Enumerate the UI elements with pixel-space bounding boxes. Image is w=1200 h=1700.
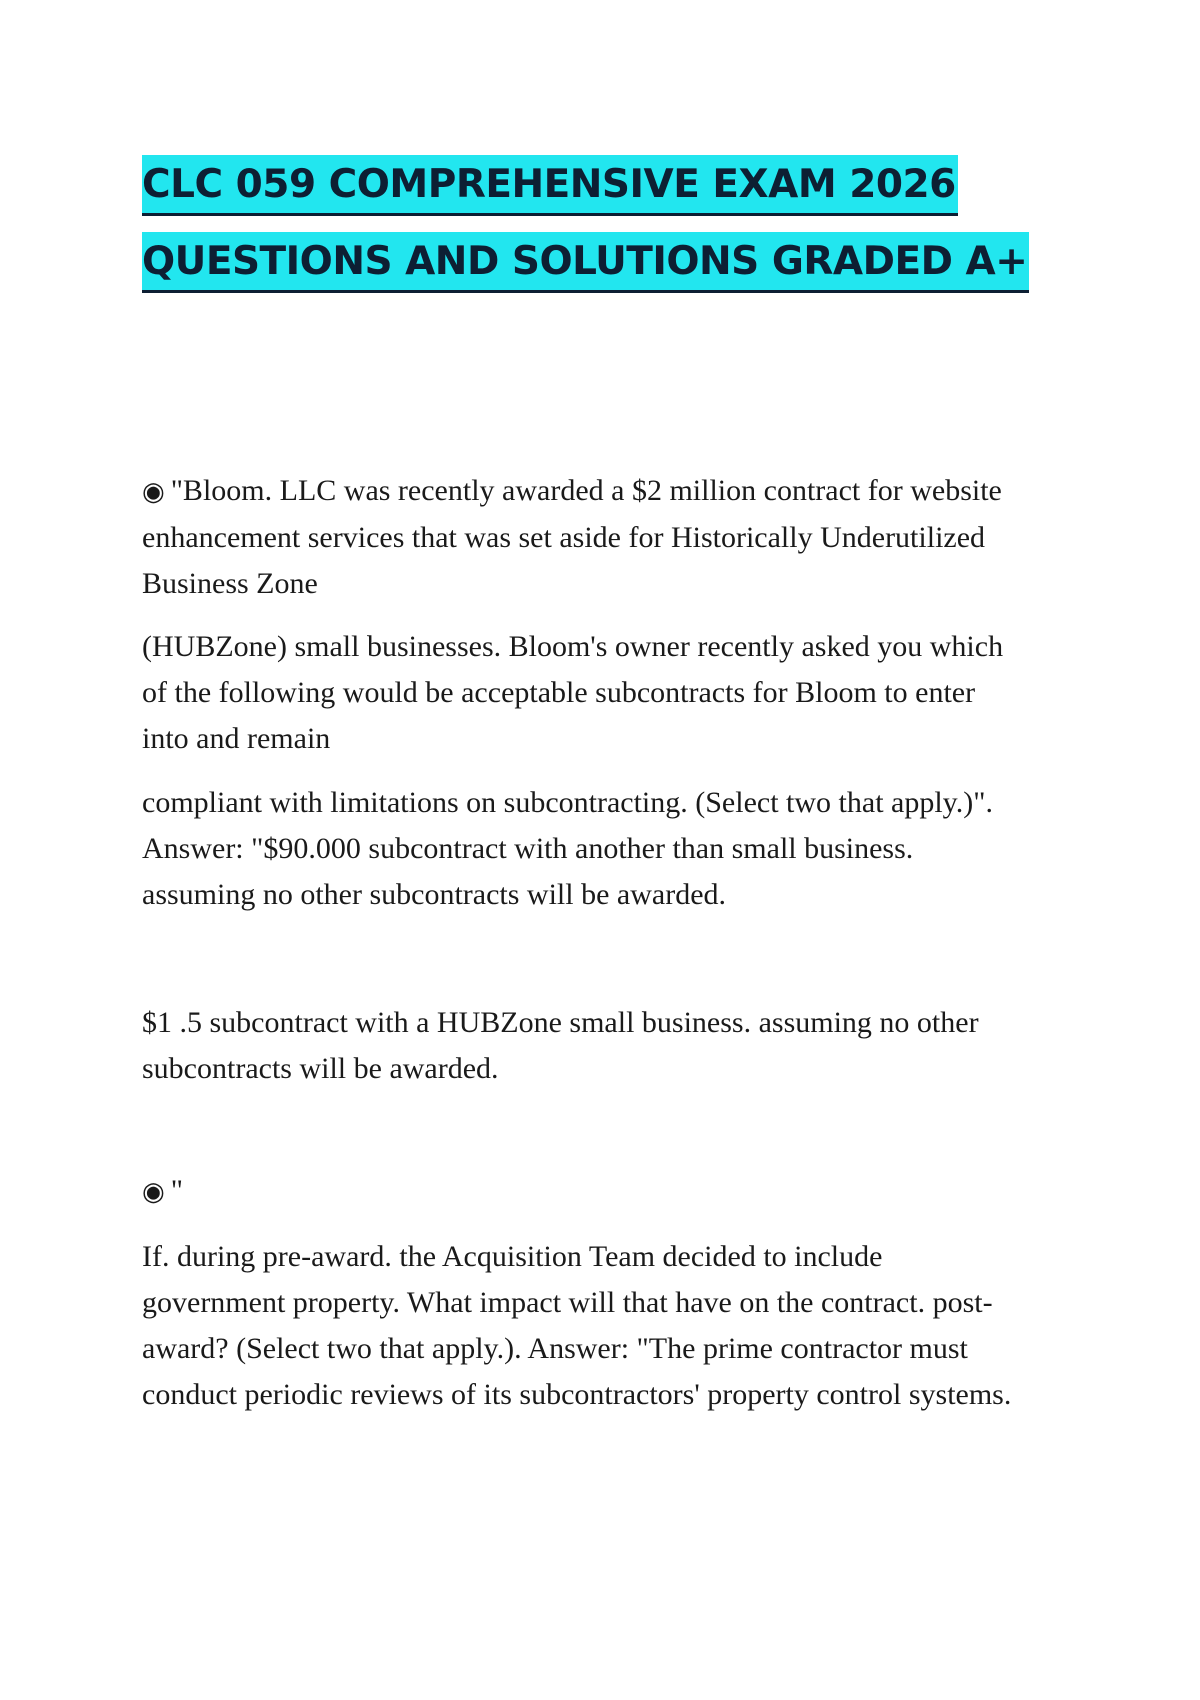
text-line: into and remain — [142, 722, 331, 755]
text-line: award? (Select two that apply.). Answer: "The prime contractor must — [142, 1332, 968, 1365]
bullet-icon: ◉ — [142, 1177, 165, 1207]
question-1-paragraph-1 — [142, 468, 1062, 607]
question-2-paragraph — [142, 1234, 1062, 1418]
text-line: government property. What impact will that have on the contract. post- — [142, 1286, 993, 1319]
title-line-1: CLC 059 COMPREHENSIVE EXAM 2026 — [142, 155, 958, 216]
text-line: "Bloom. LLC was recently awarded a $2 million contract for website — [170, 474, 1002, 507]
question-1-paragraph-3 — [142, 780, 1062, 918]
document-title — [142, 155, 1042, 309]
text-line: enhancement services that was set aside for Historically Underutilized — [142, 521, 986, 554]
text-line: compliant with limitations on subcontracting. (Select two that apply.)". — [142, 786, 993, 819]
answer-line: conduct periodic reviews of its subcontractors' property control systems. — [142, 1378, 1012, 1411]
text-line: of the following would be acceptable subcontracts for Bloom to enter — [142, 676, 976, 709]
answer-line: assuming no other subcontracts will be awarded. — [142, 878, 727, 911]
question-2-marker — [142, 1168, 1062, 1215]
title-line-2: QUESTIONS AND SOLUTIONS GRADED A+ — [142, 232, 1029, 293]
question-1-paragraph-2 — [142, 624, 1062, 762]
open-quote: " — [170, 1174, 183, 1207]
answer-line: Answer: "$90.000 subcontract with another than small business. — [142, 832, 914, 865]
text-line: (HUBZone) small businesses. Bloom's owner recently asked you which — [142, 630, 1004, 663]
bullet-icon: ◉ — [142, 477, 165, 507]
text-line: If. during pre-award. the Acquisition Team decided to include — [142, 1240, 883, 1273]
text-line: Business Zone — [142, 567, 318, 600]
answer-line: subcontracts will be awarded. — [142, 1052, 499, 1085]
question-1-paragraph-4 — [142, 1000, 1062, 1092]
answer-line: $1 .5 subcontract with a HUBZone small business. assuming no other — [142, 1006, 979, 1039]
